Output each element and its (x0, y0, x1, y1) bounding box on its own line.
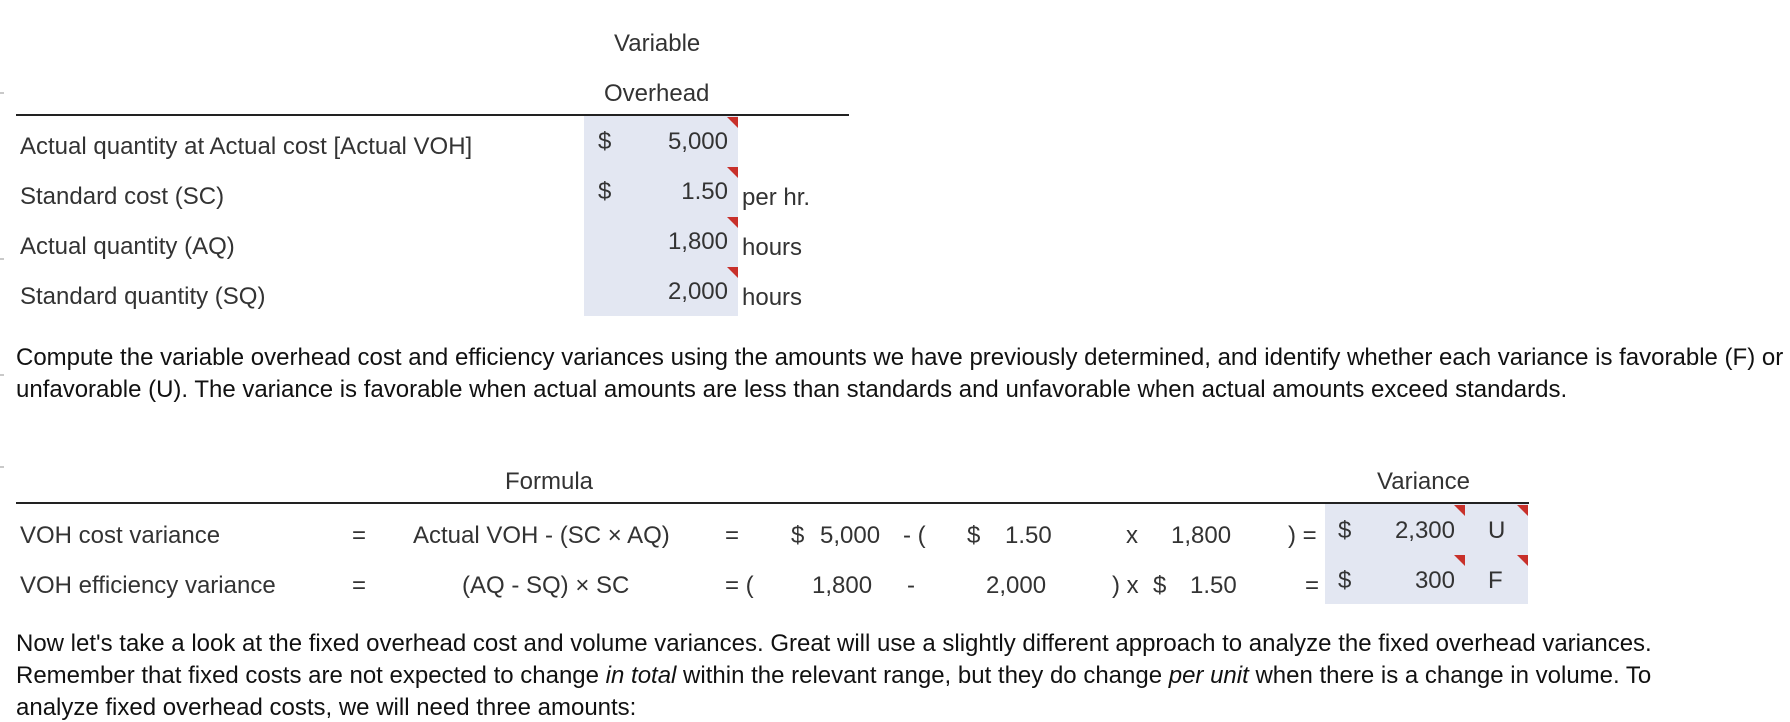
operator: ) x (1112, 572, 1139, 599)
standard-cost-value: 1.50 (1005, 522, 1052, 549)
operator: - ( (903, 522, 926, 549)
row-label: VOH efficiency variance (20, 572, 276, 599)
actual-quantity-value: 1,800 (1171, 522, 1232, 549)
row-label: Standard quantity (SQ) (20, 283, 266, 310)
input-marker (1454, 555, 1465, 566)
paragraph-line: analyze fixed overhead costs, we will need three amounts: (16, 694, 637, 721)
row-label: Actual quantity at Actual cost [Actual VOH] (20, 133, 473, 160)
actual-voh-input[interactable]: 5,000 (667, 128, 728, 155)
input-marker (1517, 505, 1528, 516)
input-marker (727, 167, 738, 178)
equals-sign: = (725, 522, 740, 549)
standard-quantity-value: 2,000 (986, 572, 1047, 599)
operator: x (1126, 522, 1138, 549)
edge-tick (0, 258, 4, 260)
emphasis-text: per unit (1168, 662, 1249, 689)
edge-tick (0, 466, 4, 468)
text-run: when there is a change in volume. To (1248, 662, 1652, 689)
operator: = ( (725, 572, 754, 599)
efficiency-variance-input[interactable]: 300 (1414, 567, 1455, 594)
operator: ) = (1288, 522, 1317, 549)
row-label: Actual quantity (AQ) (20, 233, 235, 260)
efficiency-variance-flag[interactable]: F (1488, 567, 1503, 594)
paragraph-line: Now let's take a look at the fixed overhead cost and volume variances. Great will use a slightly different approach to analyze the fixed overhead variances. (16, 630, 1652, 657)
input-marker (1517, 555, 1528, 566)
standard-cost-input[interactable]: 1.50 (681, 178, 728, 205)
operator: - (907, 572, 915, 599)
input-marker (727, 267, 738, 278)
row-label: Standard cost (SC) (20, 183, 225, 210)
row-label: VOH cost variance (20, 522, 221, 549)
unit-label: hours (742, 284, 803, 311)
equals-sign: = (352, 572, 367, 599)
standard-quantity-input[interactable]: 2,000 (667, 278, 728, 305)
efficiency-formula: (AQ - SQ) × SC (462, 572, 630, 599)
input-marker (727, 217, 738, 228)
formula-header: Formula (505, 468, 594, 495)
equals-sign: = (1305, 572, 1320, 599)
emphasis-text: in total (605, 662, 677, 689)
paragraph-line (16, 662, 1651, 690)
input-marker (727, 117, 738, 128)
edge-tick (0, 374, 4, 376)
currency-symbol: $ (1338, 517, 1352, 544)
variance-header-rule (16, 502, 1529, 504)
currency-symbol: $ (598, 128, 612, 155)
edge-tick (0, 92, 4, 94)
dollar-sign: $ (1153, 572, 1167, 599)
currency-symbol: $ (598, 178, 612, 205)
actual-quantity-input[interactable]: 1,800 (667, 228, 728, 255)
unit-label: hours (742, 234, 803, 261)
equals-sign: = (352, 522, 367, 549)
text-run: within the relevant range, but they do change (676, 662, 1169, 689)
text-run: Remember that fixed costs are not expected to change (16, 662, 606, 689)
column-header-line1: Variable (614, 30, 701, 57)
instructions-paragraph: Compute the variable overhead cost and efficiency variances using the amounts we have previously determined, and identify whether each variance is favorable (F) or unfavorable (U). The variance is favorable when actual amounts are less than standards and unfavorable when actual amounts exceed standards. (16, 344, 1784, 403)
variance-header: Variance (1377, 468, 1470, 495)
dollar-sign: $ (967, 522, 981, 549)
cost-formula: Actual VOH - (SC × AQ) (413, 522, 670, 549)
unit-label: per hr. (742, 184, 811, 211)
actual-quantity-value: 1,800 (812, 572, 873, 599)
dollar-sign: $ (791, 522, 805, 549)
standard-cost-value: 1.50 (1190, 572, 1237, 599)
currency-symbol: $ (1338, 567, 1352, 594)
input-marker (1454, 505, 1465, 516)
column-header-line2: Overhead (604, 80, 710, 107)
actual-voh-value: 5,000 (820, 522, 881, 549)
cost-variance-input[interactable]: 2,300 (1394, 517, 1455, 544)
cost-variance-flag[interactable]: U (1488, 517, 1506, 544)
